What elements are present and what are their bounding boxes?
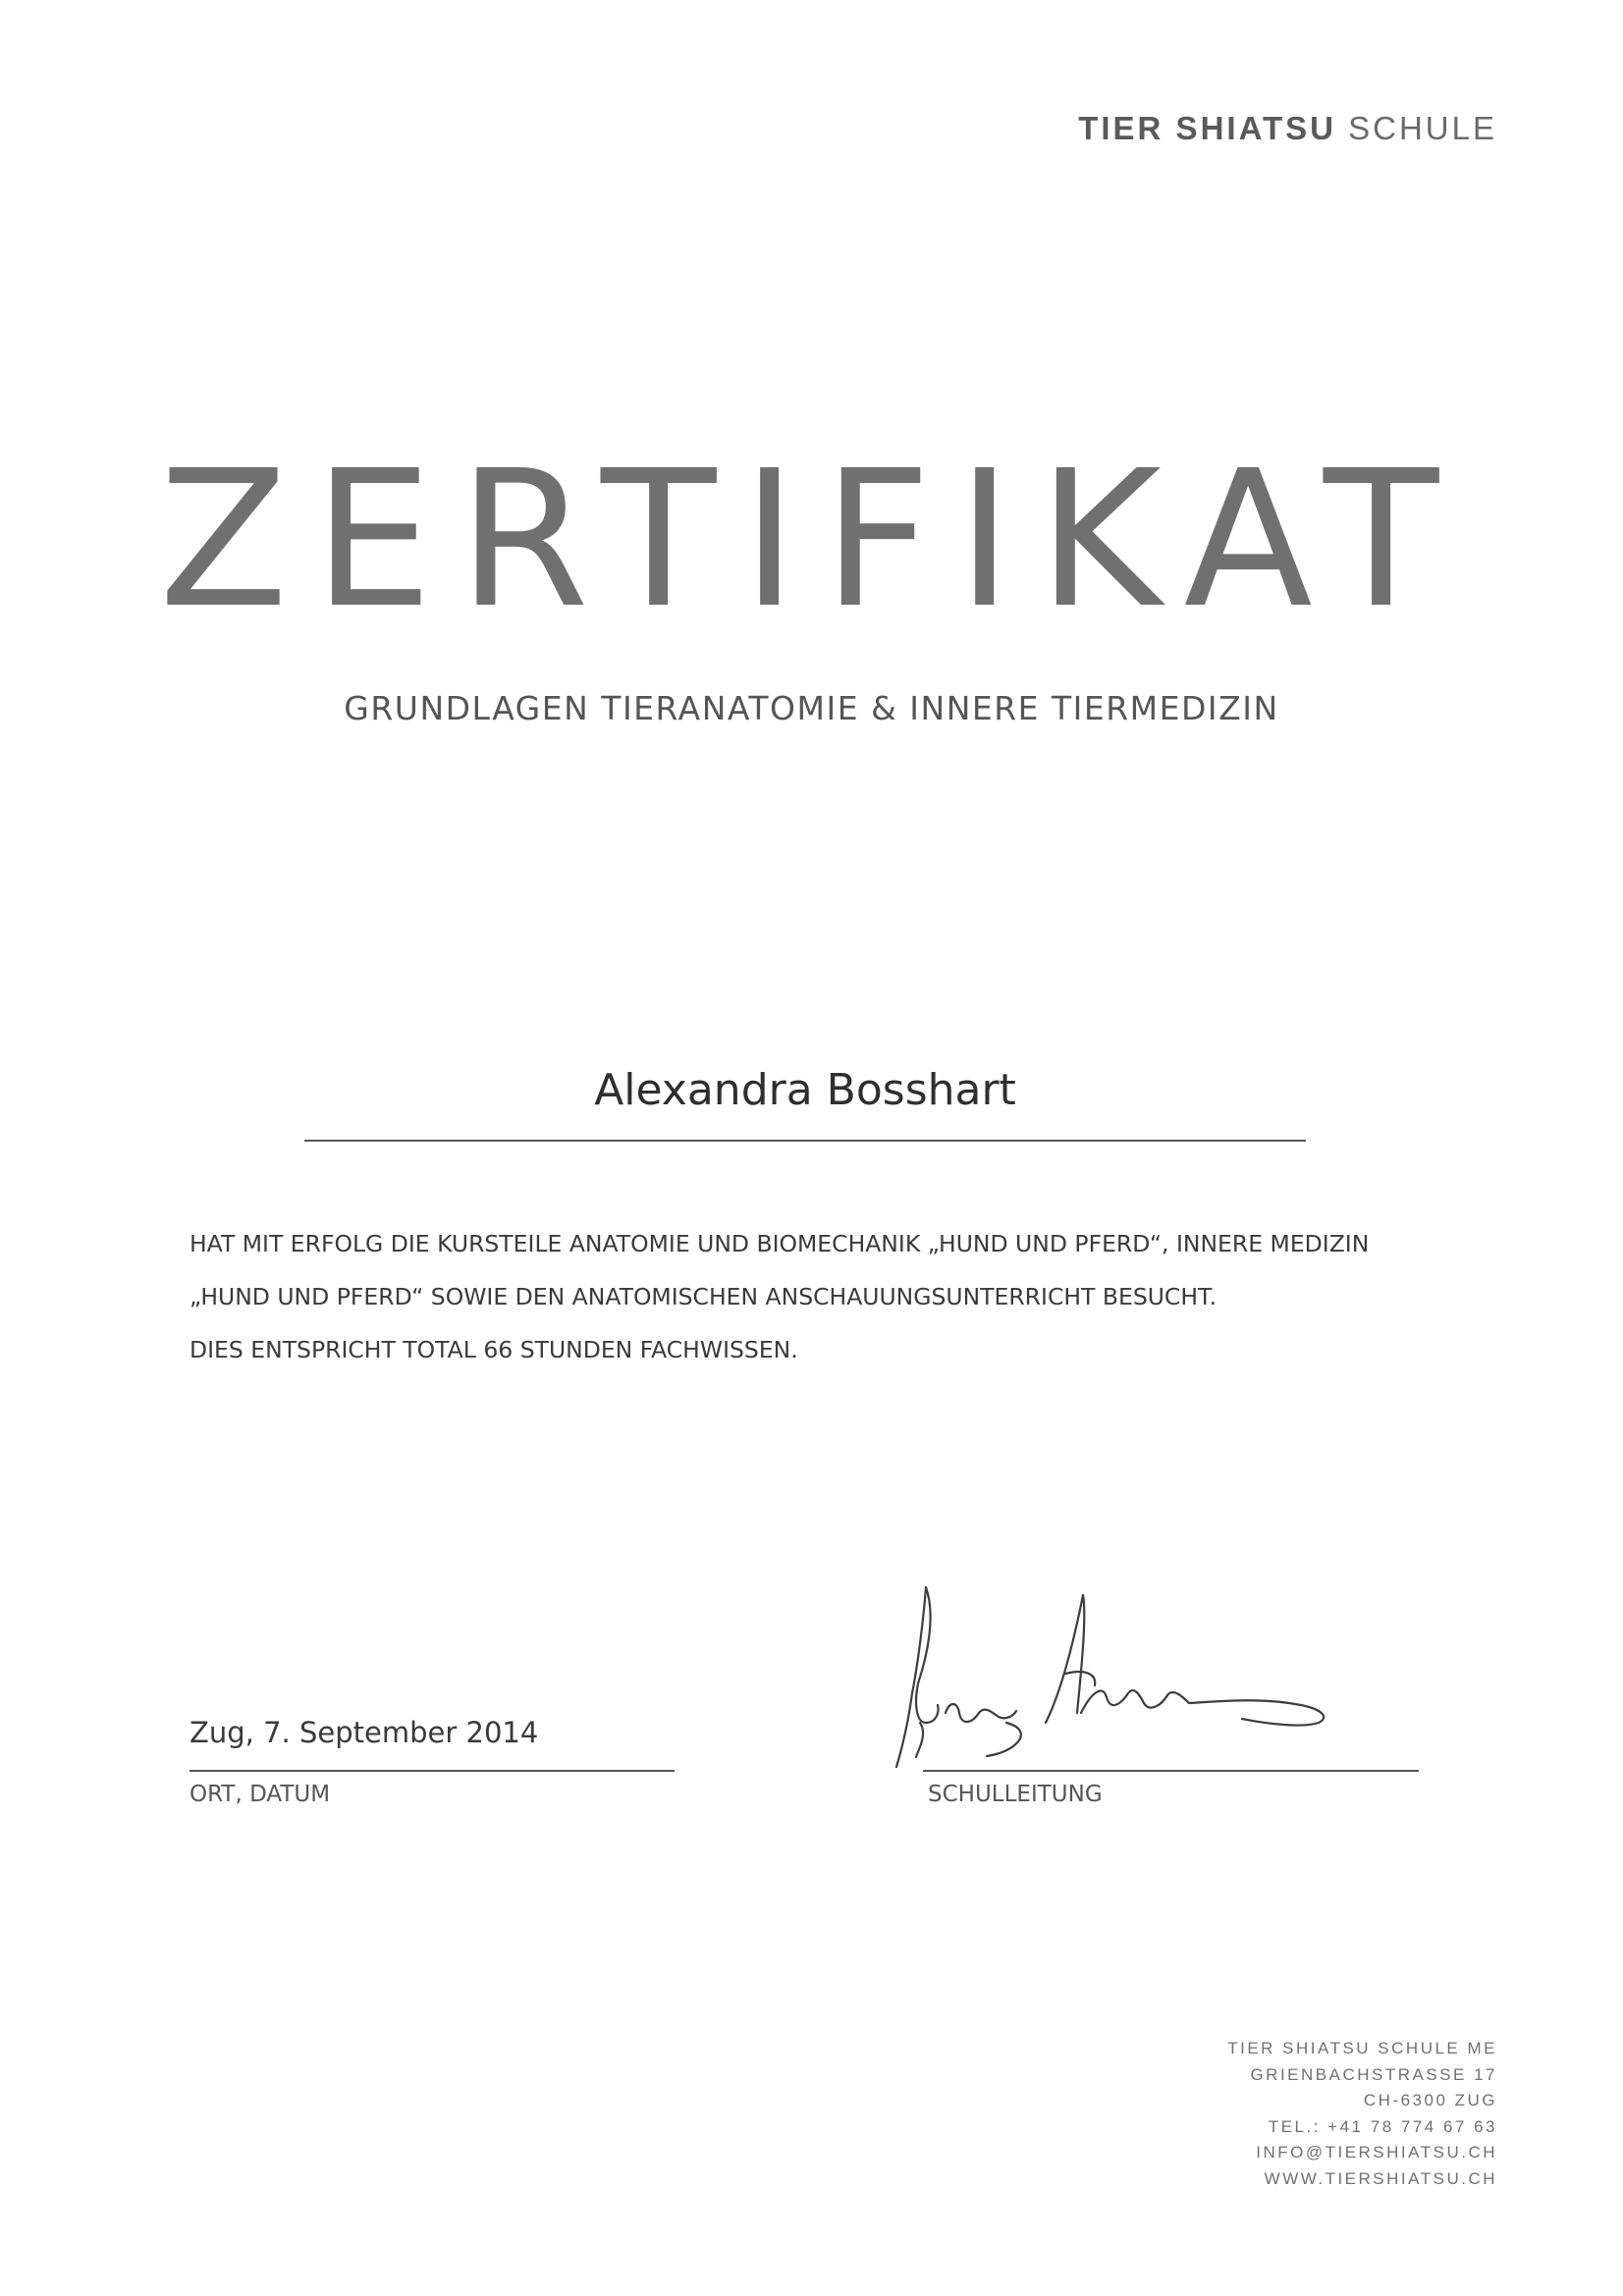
address-line: CH-6300 ZUG: [1363, 2091, 1497, 2109]
certificate-subtitle: GRUNDLAGEN TIERANATOMIE & INNERE TIERMEDIZIN: [344, 689, 1279, 727]
handwritten-signature: [889, 1575, 1350, 1782]
body-line: DIES ENTSPRICHT TOTAL 66 STUNDEN FACHWISSEN.: [189, 1336, 798, 1363]
address-line: TIER SHIATSU SCHULE ME: [1227, 2039, 1497, 2057]
school-brand-header: [1078, 110, 1497, 147]
brand-name-bold: TIER SHIATSU: [1078, 110, 1336, 146]
recipient-name: Alexandra Bosshart: [594, 1065, 1016, 1115]
signature-label: SCHULLEITUNG: [928, 1782, 1103, 1807]
signature-rule: [923, 1770, 1419, 1772]
address-line: GRIENBACHSTRASSE 17: [1250, 2064, 1497, 2084]
brand-name-light: SCHULE: [1348, 110, 1497, 146]
place-date-value: Zug, 7. September 2014: [189, 1716, 539, 1749]
address-line: INFO@TIERSHIATSU.CH: [1256, 2143, 1497, 2162]
place-date-rule: [189, 1770, 675, 1772]
place-date-label: ORT, DATUM: [189, 1782, 331, 1807]
certificate-body: [189, 1217, 1456, 1376]
certificate-title: ZERTIFIKAT: [158, 431, 1465, 650]
body-line: HAT MIT ERFOLG DIE KURSTEILE ANATOMIE UND BIOMECHANIK „HUND UND PFERD“, INNERE MEDIZIN: [189, 1230, 1370, 1257]
body-line: „HUND UND PFERD“ SOWIE DEN ANATOMISCHEN ANSCHAUUNGSUNTERRICHT BESUCHT.: [189, 1283, 1217, 1310]
address-line: WWW.TIERSHIATSU.CH: [1264, 2168, 1497, 2188]
school-address: [1227, 2036, 1497, 2192]
address-line: TEL.: +41 78 774 67 63: [1268, 2116, 1497, 2136]
recipient-underline: [304, 1140, 1306, 1142]
